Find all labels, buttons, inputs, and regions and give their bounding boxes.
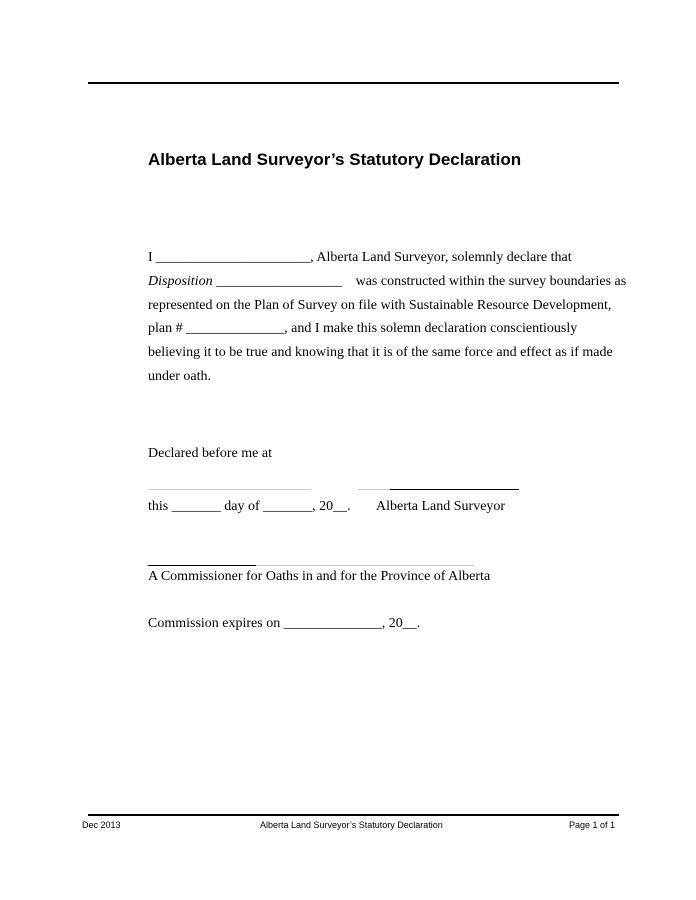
commission-expires-text: Commission expires on ______________, 20__. <box>148 616 421 631</box>
footer-title: Alberta Land Surveyor’s Statutory Declaration <box>260 820 443 830</box>
disposition-blank: __________________ <box>216 274 343 289</box>
surveyor-signature-line <box>390 489 519 490</box>
footer-page-number: Page 1 of 1 <box>568 820 615 830</box>
footer-date: Dec 2013 <box>82 820 121 830</box>
declaration-line-4: plan # ______________, and I make this solemn declaration conscientiously <box>148 321 578 336</box>
surveyor-line-lead <box>358 489 390 490</box>
footer-rule <box>88 814 619 816</box>
declaration-line-2 <box>148 274 626 290</box>
header-rule <box>88 82 619 84</box>
declaration-line-5: believing it to be true and knowing that it is of the same force and effect as if made <box>148 345 613 360</box>
commissioner-signature-line <box>148 565 256 566</box>
declaration-line-6: under oath. <box>148 369 211 384</box>
declaration-line-3: represented on the Plan of Survey on file with Sustainable Resource Development, <box>148 298 612 313</box>
date-line-text: this _______ day of _______, 20__. <box>148 499 351 514</box>
disposition-label: Disposition <box>148 274 213 289</box>
disposition-rest: was constructed within the survey boundaries as <box>355 274 627 289</box>
declared-before-text: Declared before me at <box>148 446 272 461</box>
declaration-line-1: I ______________________, Alberta Land Surveyor, solemnly declare that <box>148 250 572 265</box>
location-signature-line <box>148 489 311 490</box>
surveyor-label: Alberta Land Surveyor <box>376 499 506 514</box>
commissioner-line-extension <box>256 565 474 566</box>
commissioner-label: A Commissioner for Oaths in and for the Province of Alberta <box>148 569 491 584</box>
document-title: Alberta Land Surveyor’s Statutory Declaration <box>148 150 522 169</box>
